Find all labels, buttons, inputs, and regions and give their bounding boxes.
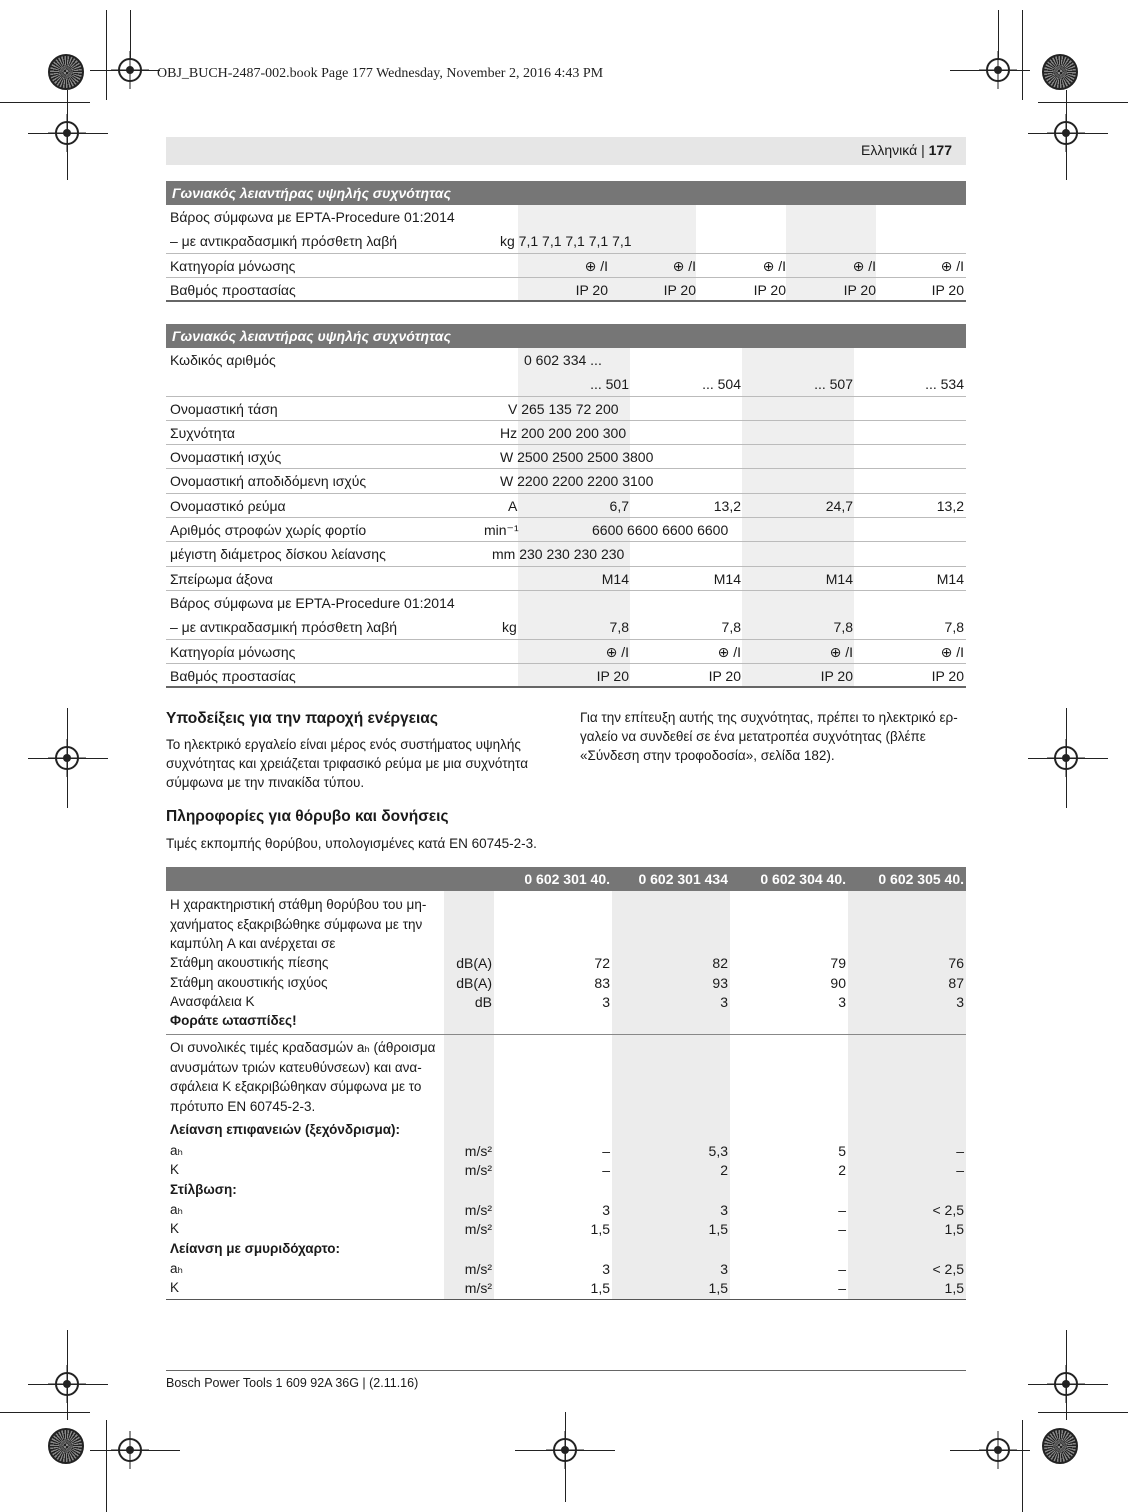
cell: – <box>838 1261 846 1277</box>
table-row <box>166 542 966 566</box>
table-row <box>166 494 966 518</box>
table-title: Γωνιακός λειαντήρας υψηλής συχνότητας <box>166 181 966 205</box>
row-label: Στάθμη ακουστικής ισχύος <box>170 975 328 990</box>
row-label: K <box>170 1162 180 1177</box>
text-line: Οι συνολικές τιμές κραδασμών aₕ (άθροισμα <box>170 1040 436 1055</box>
cell: 3 <box>956 994 964 1010</box>
cell: 72 <box>594 955 610 971</box>
text-line: Για την επίτευξη αυτής της συχνότητας, πρέπει το ηλεκτρικό ερ- <box>580 710 958 725</box>
page-footer: Bosch Power Tools 1 609 92A 36G | (2.11.16) <box>166 1376 419 1390</box>
group-title: Λείανση επιφανειών (ξεχόνδρισμα): <box>170 1122 401 1137</box>
cell: 82 <box>712 955 728 971</box>
registration-rosette-icon <box>48 1428 84 1464</box>
table-row <box>166 469 966 493</box>
variant-header: ... 507 <box>814 376 853 393</box>
cell: 87 <box>948 975 964 991</box>
noise-subtitle: Τιμές εκπομπής θορύβου, υπολογισμένες κατά EN 60745-2-3. <box>166 836 537 851</box>
table-row <box>166 421 966 445</box>
cell: ⊕ /I <box>717 643 741 660</box>
footer-divider <box>166 1370 966 1371</box>
table-row <box>166 372 966 396</box>
cell: 7,8 <box>833 619 853 636</box>
print-info-line: OBJ_BUCH-2487-002.book Page 177 Wednesday, November 2, 2016 4:43 PM <box>157 66 604 81</box>
text-line: Η χαρακτηριστική στάθμη θορύβου του μη- <box>170 897 427 912</box>
row-unit: min⁻¹ <box>484 522 519 539</box>
cell: 1,5 <box>708 1280 728 1296</box>
cell: 3 <box>838 994 846 1010</box>
row-unit: dB(A) <box>456 955 492 971</box>
row-label: Ανασφάλεια K <box>170 994 255 1009</box>
column-header: 0 602 305 40. <box>878 871 964 887</box>
noise-table-body <box>166 891 966 1299</box>
text-line: συχνότητας και χρειάζεται τριφασικό ρεύμα με μια συχνότητα <box>166 756 529 771</box>
group-title: Λείανση με σμυριδόχαρτο: <box>170 1241 340 1256</box>
row-unit: m/s² <box>464 1261 492 1277</box>
table-row <box>166 640 966 664</box>
language-label: Ελληνικά <box>861 142 918 158</box>
cell: IP 20 <box>931 281 964 298</box>
cell: 1,5 <box>590 1221 610 1237</box>
cell: 3 <box>602 1202 610 1218</box>
table-row <box>166 518 966 542</box>
cell: 3 <box>720 1202 728 1218</box>
spec-table-2 <box>166 324 966 688</box>
code-value: 0 602 334 ... <box>524 352 602 368</box>
cell: 1,5 <box>944 1280 964 1296</box>
cell: 2 <box>838 1162 846 1178</box>
text-line: σφάλεια K εξακριβώθηκαν σύμφωνα με το <box>170 1079 422 1094</box>
variant-header: ... 504 <box>702 376 741 393</box>
text-line: «Σύνδεση στην τροφοδοσία», σελίδα 182). <box>580 748 835 763</box>
cell: 3 <box>602 1261 610 1277</box>
cell: 1,5 <box>708 1221 728 1237</box>
text-line: χανήματος εξακριβώθηκε σύμφωνα με την <box>170 917 423 932</box>
cell: 24,7 <box>825 497 853 514</box>
row-label: – με αντικραδασμική πρόσθετη λαβή <box>170 233 398 250</box>
table-title: Γωνιακός λειαντήρας υψηλής συχνότητας <box>166 324 966 348</box>
table-row <box>166 591 966 615</box>
text-line: πρότυπο EN 60745-2-3. <box>170 1099 316 1114</box>
cell: IP 20 <box>843 281 876 298</box>
row-label: K <box>170 1280 180 1295</box>
cell: – <box>838 1221 846 1237</box>
cell: ⊕ /I <box>940 257 964 274</box>
row-label: K <box>170 1221 180 1236</box>
cell: 2 <box>720 1162 728 1178</box>
cell: – <box>956 1143 964 1159</box>
cell: < 2,5 <box>932 1202 964 1218</box>
table-row <box>166 205 966 229</box>
table-row <box>166 254 966 278</box>
spec-table-1 <box>166 181 966 302</box>
cell: IP 20 <box>596 667 629 684</box>
row-label: Ονομαστική ισχύς <box>170 449 282 466</box>
cell: – <box>838 1202 846 1218</box>
registration-rosette-icon <box>1042 54 1078 90</box>
cell: IP 20 <box>708 667 741 684</box>
text-line: Το ηλεκτρικό εργαλείο είναι μέρος ενός συστήματος υψηλής <box>166 737 521 752</box>
noise-table <box>166 867 966 1299</box>
cell: IP 20 <box>931 667 964 684</box>
noise-table-header <box>166 867 966 891</box>
row-unit: m/s² <box>464 1221 492 1237</box>
cell: 90 <box>830 975 846 991</box>
cell: 83 <box>594 975 610 991</box>
power-text-left <box>166 735 528 792</box>
cell: ⊕ /I <box>584 257 608 274</box>
row-label: Βάρος σύμφωνα με EPTA-Procedure 01:2014 <box>170 209 455 225</box>
cell: 6,7 <box>609 497 629 514</box>
row-values: W 2200 2200 2200 3100 <box>500 473 654 490</box>
cell: 93 <box>712 975 728 991</box>
row-unit: m/s² <box>464 1162 492 1178</box>
variant-header: ... 501 <box>590 376 629 393</box>
row-label: Βάρος σύμφωνα με EPTA-Procedure 01:2014 <box>170 594 455 611</box>
row-label: Ονομαστική αποδιδόμενη ισχύς <box>170 473 367 490</box>
table-row <box>166 229 966 253</box>
table-row <box>166 397 966 421</box>
row-values: V 265 135 72 200 <box>508 400 619 417</box>
cell: M14 <box>713 570 741 587</box>
row-label: Στάθμη ακουστικής πίεσης <box>170 955 329 970</box>
table-row <box>166 567 966 591</box>
cell: 3 <box>720 1261 728 1277</box>
column-header: 0 602 301 434 <box>638 871 728 887</box>
row-label: Συχνότητα <box>170 424 235 441</box>
cell: ⊕ /I <box>762 257 786 274</box>
page-header: Ελληνικά | 177 <box>861 142 952 158</box>
table-row <box>166 348 966 372</box>
cell: 5,3 <box>708 1143 728 1159</box>
cell: IP 20 <box>575 281 608 298</box>
cell: ⊕ /I <box>605 643 629 660</box>
registration-rosette-icon <box>1042 1428 1078 1464</box>
cell: 7,8 <box>609 619 629 636</box>
noise-heading: Πληροφορίες για θόρυβο και δονήσεις <box>166 808 449 825</box>
column-header: 0 602 304 40. <box>760 871 846 887</box>
table-row <box>166 664 966 688</box>
cell: 3 <box>602 994 610 1010</box>
cell: M14 <box>601 570 629 587</box>
power-heading: Υποδείξεις για την παροχή ενέργειας <box>166 710 438 727</box>
row-label: Κατηγορία μόνωσης <box>170 257 296 274</box>
row-label: – με αντικραδασμική πρόσθετη λαβή <box>170 619 398 636</box>
cell: – <box>602 1143 610 1159</box>
row-label: μέγιστη διάμετρος δίσκου λείανσης <box>170 546 386 563</box>
cell: M14 <box>825 570 853 587</box>
hearing-protection-warning: Φοράτε ωτασπίδες! <box>170 1013 297 1028</box>
row-label: aₕ <box>170 1143 183 1158</box>
row-unit: m/s² <box>464 1280 492 1296</box>
page-header-bar <box>166 137 966 165</box>
cell: 79 <box>830 955 846 971</box>
row-label: Ονομαστική τάση <box>170 400 278 417</box>
cell: ⊕ /I <box>672 257 696 274</box>
row-unit: A <box>508 497 518 514</box>
row-values: mm 230 230 230 230 <box>492 546 625 563</box>
cell: M14 <box>936 570 964 587</box>
row-label: Κατηγορία μόνωσης <box>170 643 296 660</box>
cell: 13,2 <box>713 497 741 514</box>
row-values: W 2500 2500 2500 3800 <box>500 449 654 466</box>
cell: 3 <box>720 994 728 1010</box>
cell: 1,5 <box>590 1280 610 1296</box>
table-row <box>166 445 966 469</box>
row-values: 6600 6600 6600 6600 <box>592 522 729 539</box>
row-values: Hz 200 200 200 300 <box>500 424 627 441</box>
column-header: 0 602 301 40. <box>524 871 610 887</box>
row-unit: kg <box>502 619 517 636</box>
variant-header: ... 534 <box>925 376 964 393</box>
cell: 5 <box>838 1143 846 1159</box>
cell: ⊕ /I <box>829 643 853 660</box>
cell: 13,2 <box>936 497 964 514</box>
cell: ⊕ /I <box>852 257 876 274</box>
row-label: Ονομαστικό ρεύμα <box>170 497 286 514</box>
registration-rosette-icon <box>48 54 84 90</box>
cell: – <box>838 1280 846 1296</box>
table-row <box>166 615 966 639</box>
row-unit: dB <box>474 994 492 1010</box>
row-label: Βαθμός προστασίας <box>170 281 296 298</box>
power-text-right <box>580 708 958 765</box>
row-label: aₕ <box>170 1261 183 1276</box>
row-label: Βαθμός προστασίας <box>170 667 296 684</box>
row-unit: m/s² <box>464 1143 492 1159</box>
text-line: ανυσμάτων τριών κατευθύνσεων) και ανα- <box>170 1060 422 1075</box>
page-number: 177 <box>928 142 952 158</box>
cell: 7,8 <box>721 619 741 636</box>
cell: 1,5 <box>944 1221 964 1237</box>
row-values: kg 7,1 7,1 7,1 7,1 7,1 <box>500 233 632 250</box>
table-row <box>166 278 966 302</box>
text-line: γαλείο να συνδεθεί σε ένα μετατροπέα συχνότητας (βλέπε <box>580 729 926 744</box>
cell: 7,8 <box>944 619 964 636</box>
cell: – <box>956 1162 964 1178</box>
row-label: Αριθμός στροφών χωρίς φορτίο <box>170 522 367 539</box>
cell: IP 20 <box>663 281 696 298</box>
text-line: καμπύλη A και ανέρχεται σε <box>170 936 336 951</box>
cell: < 2,5 <box>932 1261 964 1277</box>
cell: IP 20 <box>753 281 786 298</box>
row-unit: dB(A) <box>456 975 492 991</box>
row-label: Κωδικός αριθμός <box>170 352 276 368</box>
text-line: σύμφωνα με την πινακίδα τύπου. <box>166 775 365 790</box>
row-unit: m/s² <box>464 1202 492 1218</box>
cell: ⊕ /I <box>940 643 964 660</box>
cell: 76 <box>948 955 964 971</box>
row-label: aₕ <box>170 1202 183 1217</box>
cell: – <box>602 1162 610 1178</box>
group-title: Στίλβωση: <box>170 1182 237 1197</box>
cell: IP 20 <box>820 667 853 684</box>
row-label: Σπείρωμα άξονα <box>170 570 273 587</box>
